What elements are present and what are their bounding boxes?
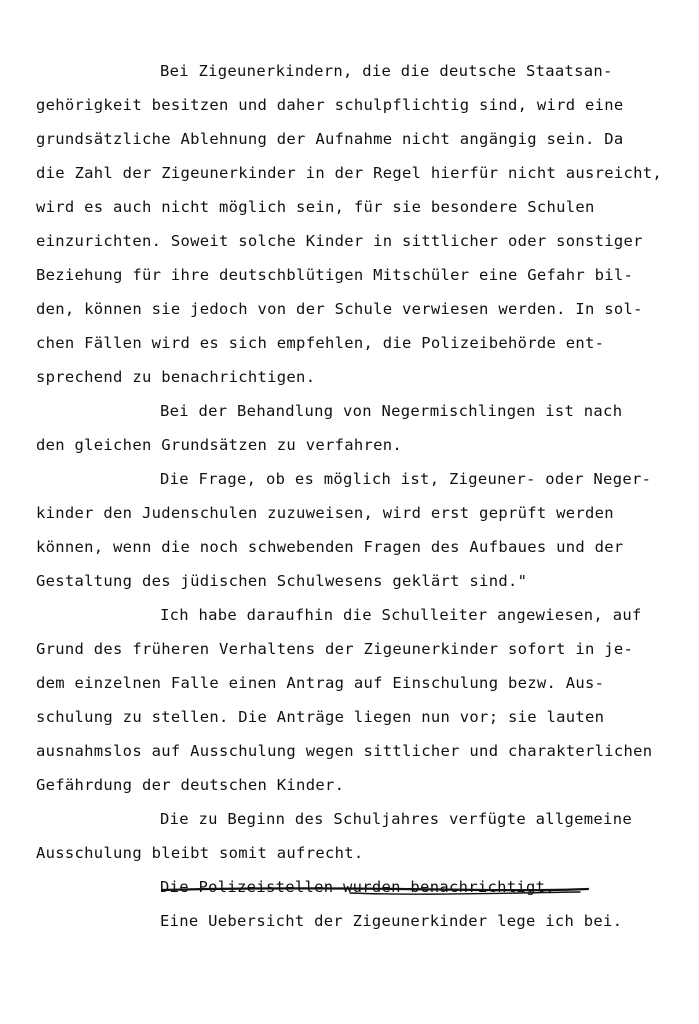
text-line: Gefährdung der deutschen Kinder. [36,776,345,794]
text-line: kinder den Judenschulen zuzuweisen, wird erst geprüft werden [36,504,614,522]
text-line: dem einzelnen Falle einen Antrag auf Einschulung bezw. Aus- [36,674,605,692]
text-line: schulung zu stellen. Die Anträge liegen nun vor; sie lauten [36,708,605,726]
text-line: Ich habe daraufhin die Schulleiter angewiesen, auf [160,606,642,624]
text-line: sprechend zu benachrichtigen. [36,368,316,386]
text-line: die Zahl der Zigeunerkinder in der Regel hierfür nicht ausreicht, [36,164,663,182]
text-line: Gestaltung des jüdischen Schulwesens geklärt sind." [36,572,528,590]
text-line: wird es auch nicht möglich sein, für sie besondere Schulen [36,198,595,216]
text-line: Beziehung für ihre deutschblütigen Mitschüler eine Gefahr bil- [36,266,634,284]
text-line: grundsätzliche Ablehnung der Aufnahme nicht angängig sein. Da [36,130,624,148]
text-line: können, wenn die noch schwebenden Fragen des Aufbaues und der [36,538,624,556]
handwritten-underline [160,884,590,898]
text-line: Ausschulung bleibt somit aufrecht. [36,844,364,862]
text-line: den gleichen Grundsätzen zu verfahren. [36,436,403,454]
text-line: den, können sie jedoch von der Schule verwiesen werden. In sol- [36,300,643,318]
text-line: chen Fällen wird es sich empfehlen, die Polizeibehörde ent- [36,334,605,352]
text-line: Bei Zigeunerkindern, die die deutsche Staatsan- [160,62,613,80]
text-line: ausnahmslos auf Ausschulung wegen sittlicher und charakterlichen [36,742,653,760]
text-line: Die zu Beginn des Schuljahres verfügte allgemeine [160,810,632,828]
text-line: Die Frage, ob es möglich ist, Zigeuner- oder Neger- [160,470,652,488]
text-line: Eine Uebersicht der Zigeunerkinder lege ich bei. [160,912,623,930]
text-line: Bei der Behandlung von Negermischlingen ist nach [160,402,623,420]
text-line: Die Polizeistellen wurden benachrichtigt. [160,878,555,896]
text-line: einzurichten. Soweit solche Kinder in sittlicher oder sonstiger [36,232,643,250]
text-line: gehörigkeit besitzen und daher schulpflichtig sind, wird eine [36,96,624,114]
text-line: Grund des früheren Verhaltens der Zigeunerkinder sofort in je- [36,640,634,658]
